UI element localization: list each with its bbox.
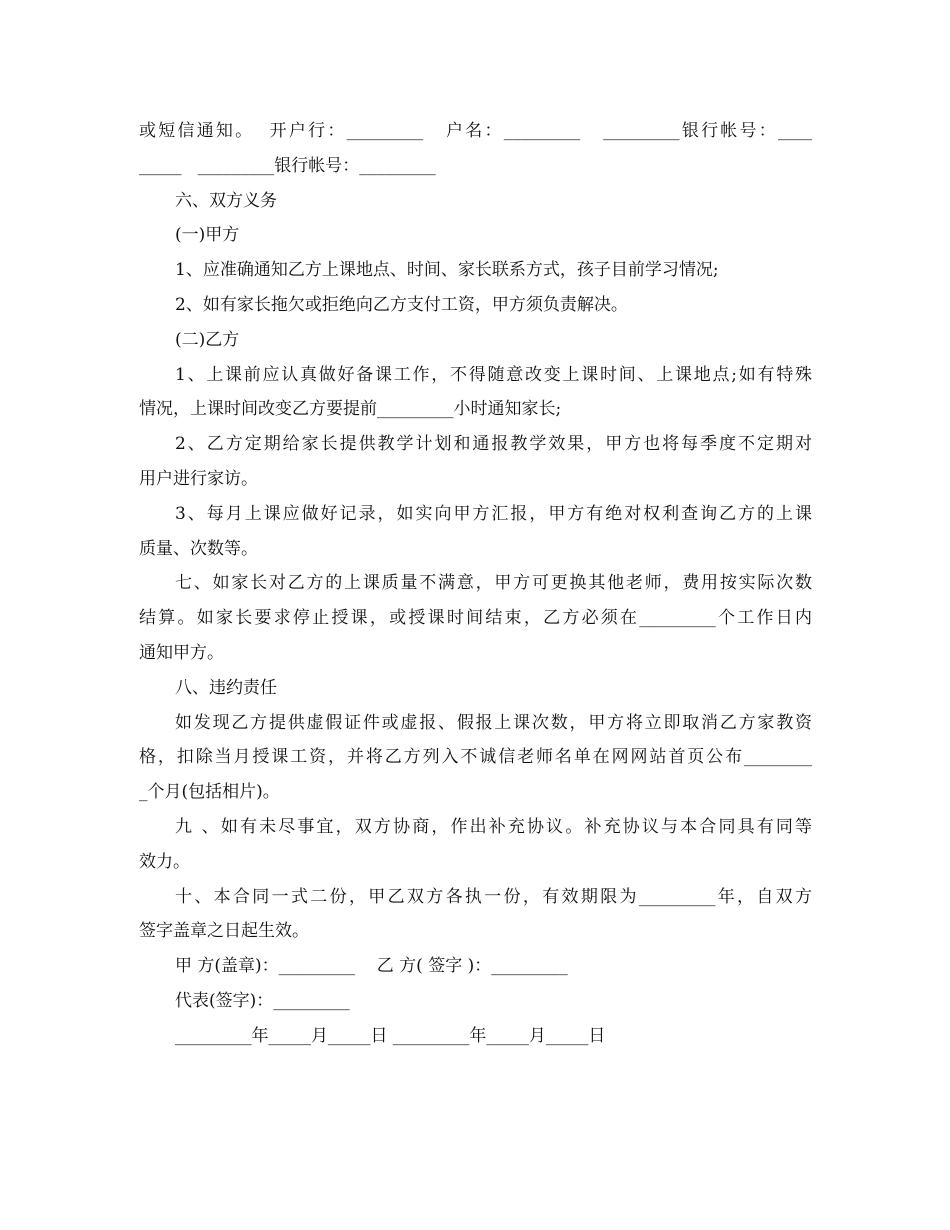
section-heading: 八、违约责任	[175, 677, 277, 698]
text-line: 如发现乙方提供虚假证件或虚报、假报上课次数，甲方将立即取消乙方家教资	[175, 712, 812, 733]
text-line: 2、乙方定期给家长提供教学计划和通报教学效果，甲方也将每季度不定期对	[175, 434, 812, 455]
text-line: 签字盖章之日起生效。	[139, 921, 309, 942]
text-line: _____ _________银行帐号：_________	[139, 155, 436, 176]
subsection-heading: (二)乙方	[175, 329, 240, 350]
section-heading: 六、双方义务	[175, 190, 277, 211]
text-line: 1、上课前应认真做好备课工作，不得随意改变上课时间、上课地点;如有特殊	[175, 364, 812, 385]
representative-signature-line: 代表(签字)：_________	[175, 990, 350, 1011]
text-line: 1、应准确通知乙方上课地点、时间、家长联系方式，孩子目前学习情况;	[175, 260, 719, 281]
section-heading: 十、本合同一式二份，甲乙双方各执一份，有效期限为_________年，自双方	[175, 886, 812, 907]
document-body	[139, 114, 812, 1054]
text-line: 质量、次数等。	[139, 538, 258, 559]
text-line: 用户进行家访。	[139, 468, 258, 489]
text-line: 结算。如家长要求停止授课，或授课时间结束，乙方必须在_________个工作日内	[139, 608, 812, 629]
text-line: 格，扣除当月授课工资，并将乙方列入不诚信老师名单在网网站首页公布________	[139, 747, 812, 768]
text-line: 情况，上课时间改变乙方要提前_________小时通知家长;	[139, 399, 562, 420]
section-heading: 九 、如有未尽事宜，双方协商，作出补充协议。补充协议与本合同具有同等	[175, 816, 812, 837]
text-line: 或短信通知。 开户行：_________ 户名：_________ _________银行帐号：____	[139, 121, 812, 141]
text-line: 通知甲方。	[139, 642, 224, 663]
subsection-heading: (一)甲方	[175, 225, 240, 246]
signature-line: 甲 方(盖章)：_________ 乙 方( 签字 )：_________	[175, 956, 568, 977]
text-line: 2、如有家长拖欠或拒绝向乙方支付工资，甲方须负责解决。	[175, 294, 628, 315]
text-line: 3、每月上课应做好记录，如实向甲方汇报，甲方有绝对权利查询乙方的上课	[175, 503, 812, 524]
text-line: 效力。	[139, 851, 190, 872]
text-line: _个月(包括相片)。	[139, 782, 280, 803]
section-heading: 七、如家长对乙方的上课质量不满意，甲方可更换其他老师，费用按实际次数	[175, 573, 812, 594]
date-line: _________年_____月_____日 _________年_____月_____日	[175, 1025, 606, 1046]
